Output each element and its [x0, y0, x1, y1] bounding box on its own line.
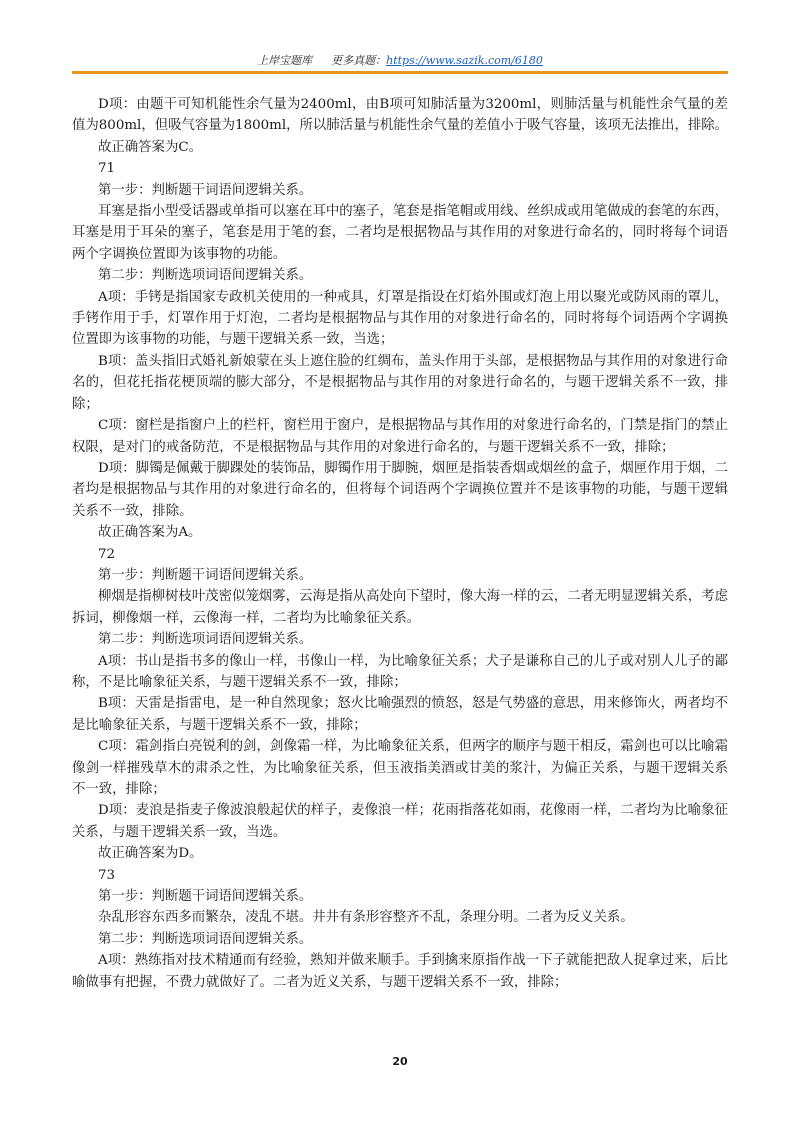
- paragraph: A项：手铐是指国家专政机关使用的一种戒具，灯罩是指设在灯焰外围或灯泡上用以聚光或防风雨的罩儿，手铐作用于手，灯罩作用于灯泡，二者均是根据物品与其作用的对象进行命名的，同时将每个词语两个字调换位置即为该事物的功能，与题干逻辑关系一致，当选；: [72, 289, 728, 348]
- paragraph: 第一步：判断题干词语间逻辑关系。: [98, 182, 313, 198]
- paragraph: 耳塞是指小型受话器或单指可以塞在耳中的塞子，笔套是指笔帽或用线、丝织成或用笔做成的套笔的东西，耳塞是用于耳朵的塞子，笔套是用于笔的套，二者均是根据物品与其作用的对象进行命名的，同时将每个词语两个字调换位置即为该事物的功能。: [72, 204, 728, 262]
- document-body: [72, 94, 728, 993]
- paragraph: 故正确答案为C。: [98, 139, 202, 155]
- page-number: 20: [392, 1055, 408, 1068]
- question-number: 73: [98, 867, 116, 883]
- paragraph: 第二步：判断选项词语间逻辑关系。: [98, 632, 313, 648]
- paragraph: A项：书山是指书多的像山一样，书像山一样，为比喻象征关系；犬子是谦称自己的儿子或对别人儿子的鄙称，不是比喻象征关系，与题干逻辑关系不一致，排除；: [72, 653, 728, 690]
- paragraph: 杂乱形容东西多而繁杂，凌乱不堪。井井有条形容整齐不乱，条理分明。二者为反义关系。: [98, 910, 634, 926]
- paragraph: 第一步：判断题干词语间逻辑关系。: [98, 567, 313, 583]
- paragraph: 故正确答案为A。: [98, 525, 202, 541]
- paragraph: D项：脚镯是佩戴于脚踝处的装饰品，脚镯作用于脚腕，烟匣是指装香烟或烟丝的盒子，烟匣作用于烟，二者均是根据物品与其作用的对象进行命名的，但将每个词语两个字调换位置并不是该事物的功能，与题干逻辑关系不一致，排除。: [72, 460, 728, 519]
- paragraph: C项：窗栏是指窗户上的栏杆，窗栏用于窗户，是根据物品与其作用的对象进行命名的，门禁是指门的禁止权限，是对门的戒备防范，不是根据物品与其作用的对象进行命名的，与题干逻辑关系不一致，排除；: [72, 418, 728, 455]
- site-name: 上岸宝题库: [257, 54, 313, 67]
- header-rule: [72, 71, 728, 74]
- page-header: [72, 52, 728, 68]
- more-label: 更多真题：: [331, 54, 387, 67]
- paragraph: 第二步：判断选项词语间逻辑关系。: [98, 268, 313, 284]
- paragraph: B项：盖头指旧式婚礼新娘蒙在头上遮住脸的红绸布，盖头作用于头部，是根据物品与其作用的对象进行命名的，但花托指花梗顶端的膨大部分，不是根据物品与其作用的对象进行命名的，与题干逻辑关系不一致，排除；: [72, 353, 728, 412]
- header-link[interactable]: https://www.sazik.com/6180: [386, 54, 543, 67]
- paragraph: A项：熟练指对技术精通而有经验，熟知并做来顺手。手到擒来原指作战一下子就能把敌人捉拿过来，后比喻做事有把握，不费力就做好了。二者为近义关系，与题干逻辑关系不一致，排除；: [72, 953, 728, 990]
- paragraph: B项：天雷是指雷电，是一种自然现象；怒火比喻强烈的愤怒，怒是气势盛的意思，用来修饰火，两者均不是比喻象征关系，与题干逻辑关系不一致，排除；: [72, 696, 728, 733]
- paragraph: D项：麦浪是指麦子像波浪般起伏的样子，麦像浪一样；花雨指落花如雨，花像雨一样，二者均为比喻象征关系，与题干逻辑关系一致，当选。: [72, 803, 728, 840]
- paragraph: C项：霜剑指白亮锐利的剑，剑像霜一样，为比喻象征关系，但两字的顺序与题干相反，霜剑也可以比喻霜像剑一样摧残草木的肃杀之性，为比喻象征关系，但玉液指美酒或甘美的浆汁，为偏正关系，与题干逻辑关系不一致，排除；: [72, 739, 728, 797]
- paragraph: 柳烟是指柳树枝叶茂密似笼烟雾，云海是指从高处向下望时，像大海一样的云，二者无明显逻辑关系，考虑拆词，柳像烟一样，云像海一样，二者均为比喻象征关系。: [72, 589, 728, 626]
- paragraph: 第二步：判断选项词语间逻辑关系。: [98, 931, 313, 947]
- question-number: 72: [98, 546, 116, 562]
- paragraph: D项：由题干可知机能性余气量为2400ml，由B项可知肺活量为3200ml，则肺活量与机能性余气量的差值为800ml，但吸气容量为1800ml，所以肺活量与机能性余气量的差值小于吸气容量，该项无法推出，排除。: [72, 97, 729, 134]
- paragraph: 故正确答案为D。: [98, 846, 203, 862]
- question-number: 71: [98, 161, 116, 177]
- paragraph: 第一步：判断题干词语间逻辑关系。: [98, 889, 313, 905]
